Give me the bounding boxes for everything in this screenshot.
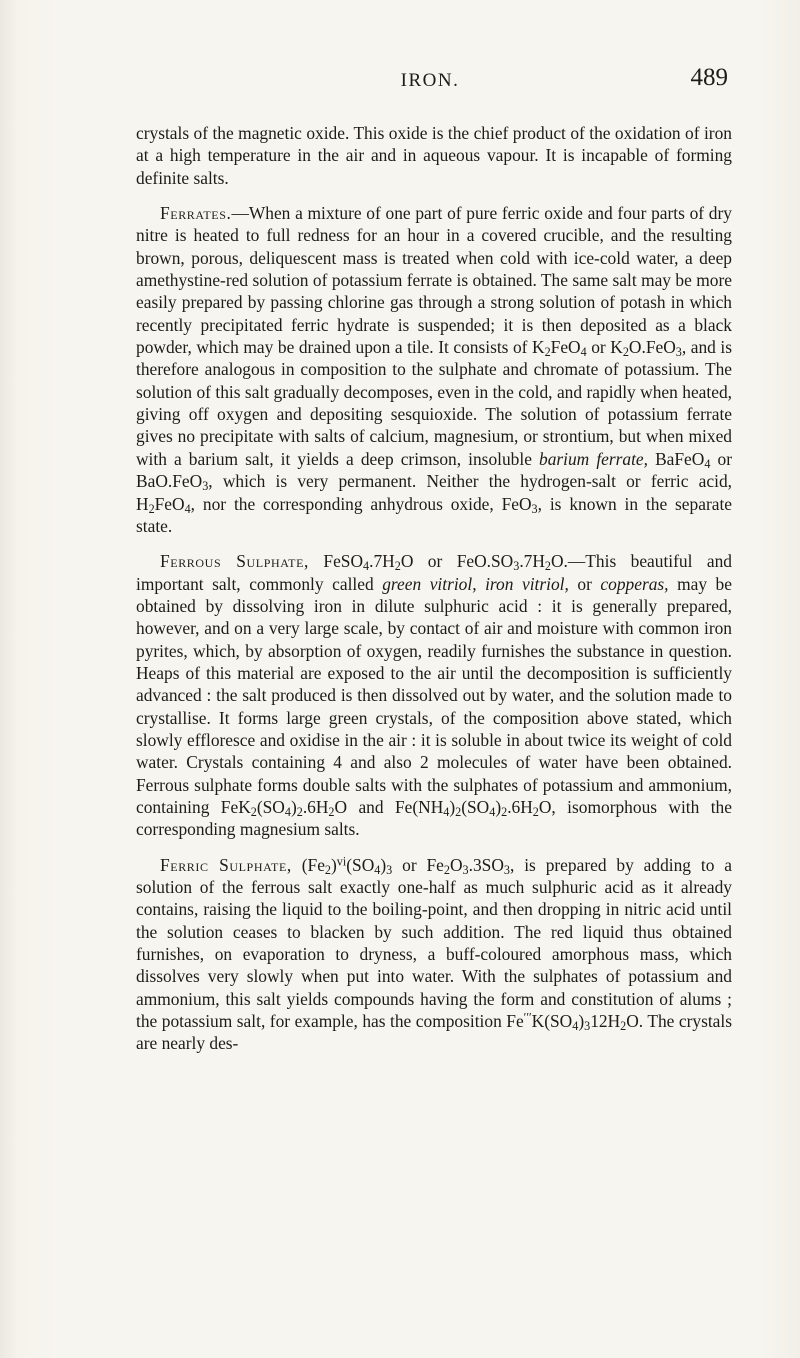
text: —When a mixture of one part of pure ferric oxide and four parts of dry nitre is heated to full redness for an hour in a covered crucible, and the resulting brown, porous, deliquescent mass is treated when cold with ice-cold water, a deep amethystine-red solution of potassium ferrate is obtained. The same salt may be more easily prepared by passing chlorine gas through a strong solution of potash in which recently precipitated ferric hydrate is suspended; it is then deposited as a black powder, which may be drained upon a tile. It consists of K — [136, 203, 732, 358]
text: crystals of the magnetic oxide. This oxide is the chief product of the oxidation of iron at a high temperature in the air and in aqueous vapour. It is incapable of forming definite salts. — [136, 123, 732, 188]
section-heading-ferrous-sulphate: Ferrous Sulphate, — [160, 551, 309, 572]
subscript: 2 — [544, 345, 551, 360]
text: ) — [578, 1011, 585, 1032]
text: O.—This beautiful and important salt, commonly called — [136, 551, 732, 594]
page-number: 489 — [690, 64, 728, 91]
text: ) — [290, 796, 297, 817]
subscript: 4 — [184, 501, 191, 516]
subscript: 2 — [250, 805, 257, 819]
superscript: ′′′ — [523, 1010, 532, 1025]
subscript: 2 — [148, 501, 155, 516]
subscript: 2 — [443, 862, 450, 877]
subscript: 2 — [296, 805, 303, 819]
text: O and Fe(NH — [334, 796, 444, 817]
paragraph-ferrous-sulphate — [136, 550, 732, 840]
subscript: 3 — [675, 345, 682, 360]
subscript: 2 — [324, 862, 331, 877]
text: (SO — [256, 796, 285, 817]
text: .6H — [302, 796, 329, 817]
text: FeO — [550, 337, 581, 358]
superscript: vi — [336, 854, 347, 869]
body-text — [136, 122, 732, 1068]
subscript: 2 — [544, 559, 551, 574]
text: FeO — [154, 493, 185, 514]
paragraph-ferrates — [136, 202, 732, 537]
text: O.FeO — [628, 337, 676, 358]
subscript: 3 — [503, 862, 510, 877]
subscript: 3 — [584, 1019, 591, 1034]
text: .6H — [507, 796, 533, 817]
italic-term: green vitriol, iron vitriol, — [382, 573, 569, 594]
text: ) — [331, 854, 337, 875]
subscript: 4 — [580, 345, 587, 360]
text: (SO — [461, 796, 490, 817]
text: , is known in the separate state. — [136, 493, 732, 536]
text: (SO — [346, 854, 375, 875]
subscript: 4 — [704, 456, 711, 471]
text: (Fe — [291, 854, 325, 875]
text: O. The crystals are nearly des- — [136, 1011, 733, 1054]
running-head — [130, 64, 730, 94]
text: or Fe — [392, 854, 444, 875]
text: 12H — [590, 1011, 621, 1032]
text: , which is very permanent. Neither the hydrogen-salt or ferric acid, H — [136, 471, 732, 514]
text: or BaO.FeO — [136, 448, 732, 492]
text: BaFeO — [648, 448, 705, 469]
text: .7H — [519, 551, 545, 572]
text: , is prepared by adding to a solution of the ferrous salt exactly one-half as much sulphuric acid as it already contains, raising the liquid to the boiling-point, and then dropping in nitric acid until the solution ceases to blacken by such addition. The red liquid thus obtained furnishes, on evaporation to dryness, a buff-coloured amorphous mass, which dissolves very slowly when put into water. With the sulphates of potassium and ammonium, this salt yields compounds having the form and constitution of alums ; the potassium salt, for example, has the composition Fe — [136, 854, 733, 1032]
text: or K — [586, 337, 623, 358]
subscript: 3 — [462, 862, 469, 877]
section-heading-ferrates: Ferrates. — [160, 203, 232, 224]
text: FeSO — [309, 551, 364, 572]
italic-term: copperas, — [600, 573, 669, 594]
subscript: 3 — [202, 479, 209, 494]
subscript: 4 — [489, 805, 496, 819]
subscript: 2 — [501, 805, 508, 819]
subscript: 4 — [284, 805, 291, 819]
text: O or FeO.SO — [400, 551, 514, 572]
paragraph-ferric-sulphate — [136, 854, 732, 1055]
subscript: 2 — [394, 559, 401, 574]
text: ) — [495, 796, 502, 817]
italic-term: barium ferrate, — [539, 448, 648, 469]
subscript: 2 — [532, 805, 539, 819]
subscript: 2 — [455, 805, 462, 819]
text: K(SO — [531, 1011, 573, 1032]
subscript: 2 — [328, 805, 335, 819]
text: , and is therefore analogous in composition to the sulphate and chromate of potassium. The solution of this salt gradually decomposes, even in the cold, and rapidly when heated, giving off oxygen and depositing sesquioxide. The solution of potassium ferrate gives no precipitate with salts of calcium, magnesium, or strontium, but when mixed with a barium salt, it yields a deep crimson, insoluble — [136, 337, 732, 469]
text: .3SO — [468, 854, 504, 875]
section-heading-ferric-sulphate: Ferric Sulphate, — [160, 854, 292, 875]
paragraph-magnetic-oxide — [136, 122, 732, 189]
text: may be obtained by dissolving iron in dilute sulphuric acid : it is generally prepared, however, and on a very large scale, by contact of air and moisture with common iron pyrites, which, by absorption of oxygen, readily furnishes the substance in question. Heaps of this material are exposed to the air until the decomposition is sufficiently advanced : the salt produced is then dissolved out by water, and the solution made to crystallise. It forms large green crystals, of the composition above stated, which slowly effloresce and oxidise in the air : it is soluble in about twice its weight of cold water. Crystals containing 4 and also 2 molecules of water have been obtained. Ferrous sulphate forms double salts with the sulphates of potassium and ammonium, containing FeK — [136, 573, 732, 817]
subscript: 3 — [513, 559, 520, 574]
text: .7H — [369, 551, 395, 572]
text: ) — [380, 854, 387, 875]
subscript: 2 — [622, 345, 629, 360]
text: O, isomorphous with the corresponding magnesium salts. — [136, 796, 732, 840]
subscript: 4 — [443, 805, 450, 819]
text: or — [568, 573, 601, 594]
subscript: 3 — [386, 862, 393, 877]
text: , nor the corresponding anhydrous oxide, FeO — [190, 493, 532, 514]
subscript: 3 — [531, 501, 538, 516]
text: ) — [449, 796, 456, 817]
subscript: 2 — [620, 1019, 627, 1034]
text: O — [449, 854, 463, 875]
subscript: 4 — [572, 1019, 579, 1034]
subscript: 4 — [374, 862, 381, 877]
running-title: IRON. — [400, 70, 460, 91]
subscript: 4 — [363, 559, 370, 574]
